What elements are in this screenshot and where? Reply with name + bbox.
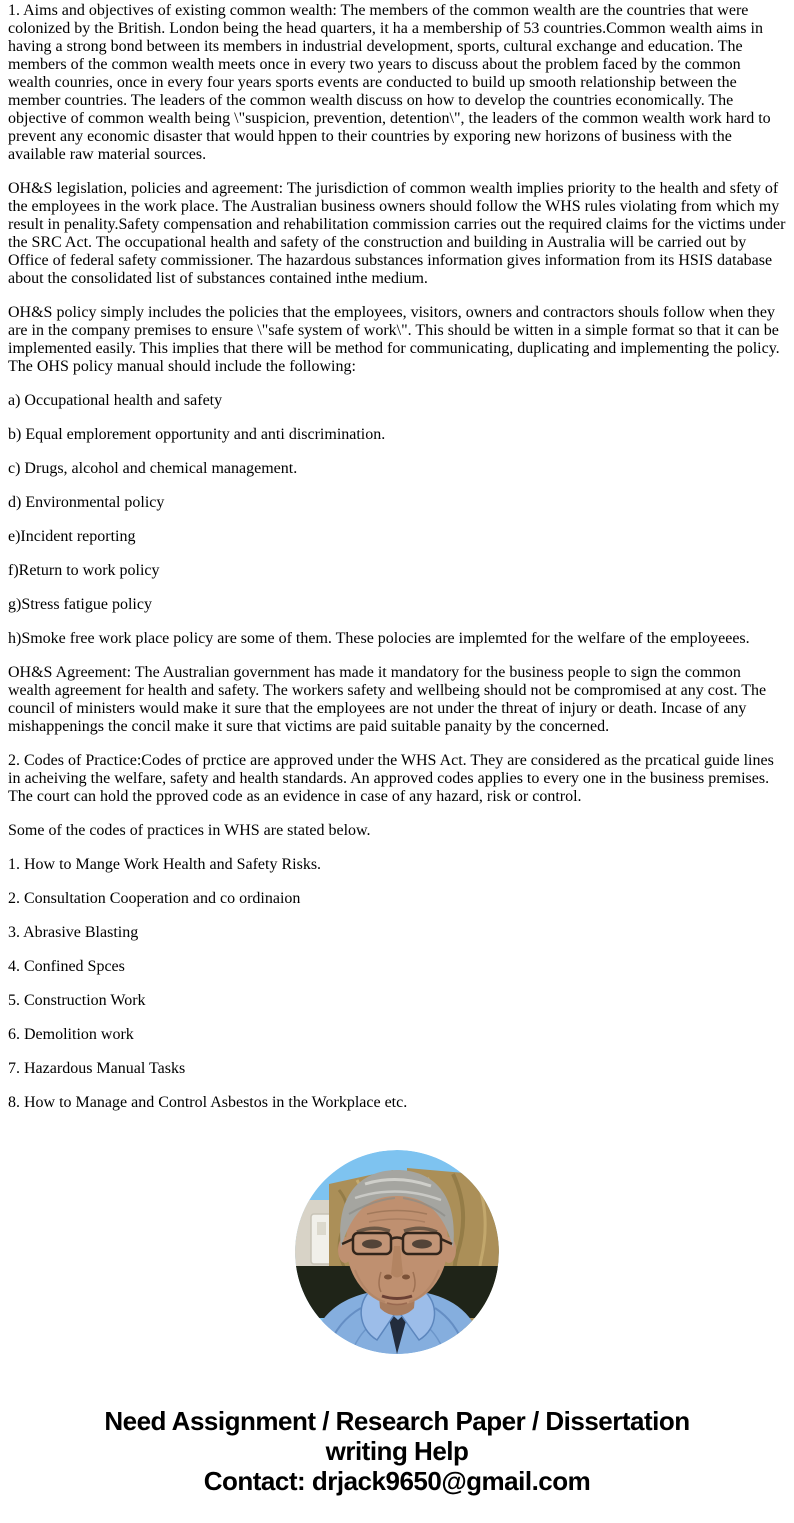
paragraph-aims-objectives: 1. Aims and objectives of existing common wealth: The members of the common wealth are the countries that were colonized by the British. London being the head quarters, it ha a membership of 53 countries.Common wealth aims in having a strong bond between its members in industrial development, sports, cultural exchange and education. The members of the common wealth meets once in every two years to discuss about the problem faced by the common wealth counries, once in every four years sports events are conducted to build up smooth relationship between the member countries. The leaders of the common wealth discuss on how to develop the countries economically. The objective of common wealth being \"suspicion, prevention, detention\", the leaders of the common wealth work hard to prevent any economic disaster that would hppen to their countries by exporing new horizons of business with the available raw material sources. <box>8 2 771 163</box>
code-item-6: 6. Demolition work <box>8 1026 134 1043</box>
code-item-8: 8. How to Manage and Control Asbestos in the Workplace etc. <box>8 1094 408 1111</box>
document-body <box>8 2 786 1496</box>
paragraph-codes-intro: Some of the codes of practices in WHS are stated below. <box>8 822 371 839</box>
profile-photo <box>295 1150 499 1354</box>
code-item-4: 4. Confined Spces <box>8 958 125 975</box>
code-item-1: 1. How to Mange Work Health and Safety Risks. <box>8 856 322 873</box>
list-item-d: d) Environmental policy <box>8 494 165 511</box>
paragraph-ohs-legislation: OH&S legislation, policies and agreement: The jurisdiction of common wealth implies priority to the health and sfety of the employees in the work place. The Australian business owners should follow the WHS rules violating from which my result in penality.Safety compensation and rehabilitation commission carries out the required claims for the victims under the SRC Act. The occupational health and safety of the construction and building in Australia will be carried out by Office of federal safety commissioner. The hazardous substances information gives information from its HSIS database about the consolidated list of substances contained inthe medium. <box>8 180 786 287</box>
list-item-g: g)Stress fatigue policy <box>8 596 152 613</box>
code-item-7: 7. Hazardous Manual Tasks <box>8 1060 186 1077</box>
footer <box>8 1406 786 1496</box>
footer-heading-line-1: Need Assignment / Research Paper / Dissertation <box>104 1406 690 1436</box>
portrait-illustration <box>295 1150 499 1354</box>
list-item-c: c) Drugs, alcohol and chemical management. <box>8 460 298 477</box>
code-item-5: 5. Construction Work <box>8 992 146 1009</box>
footer-contact-email: Contact: drjack9650@gmail.com <box>203 1466 591 1496</box>
list-item-f: f)Return to work policy <box>8 562 160 579</box>
paragraph-ohs-agreement: OH&S Agreement: The Australian government has made it mandatory for the business people to sign the common wealth agreement for health and safety. The workers safety and wellbeing should not be compromised at any cost. The council of ministers would make it sure that the employees are not under the threat of injury or death. Incase of any mishappenings the concil make it sure that victims are paid suitable panaity by the concerned. <box>8 664 767 735</box>
paragraph-codes-of-practice: 2. Codes of Practice:Codes of prctice are approved under the WHS Act. They are considered as the prcatical guide lines in acheiving the welfare, safety and health standards. An approved codes applies to every one in the business premises. The court can hold the pproved code as an evidence in case of any hazard, risk or control. <box>8 752 774 805</box>
list-item-b: b) Equal emplorement opportunity and anti discrimination. <box>8 426 386 443</box>
paragraph-ohs-policy: OH&S policy simply includes the policies that the employees, visitors, owners and contractors shouls follow when they are in the company premises to ensure \"safe system of work\". This should be witten in a simple format so that it can be implemented easily. This implies that there will be method for communicating, duplicating and implementing the policy. The OHS policy manual should include the following: <box>8 304 780 375</box>
code-item-3: 3. Abrasive Blasting <box>8 924 139 941</box>
list-item-e: e)Incident reporting <box>8 528 136 545</box>
list-item-a: a) Occupational health and safety <box>8 392 223 409</box>
footer-heading-line-2: writing Help <box>325 1436 469 1466</box>
code-item-2: 2. Consultation Cooperation and co ordinaion <box>8 890 301 907</box>
list-item-h: h)Smoke free work place policy are some of them. These polocies are implemted for the welfare of the employeees. <box>8 630 750 647</box>
